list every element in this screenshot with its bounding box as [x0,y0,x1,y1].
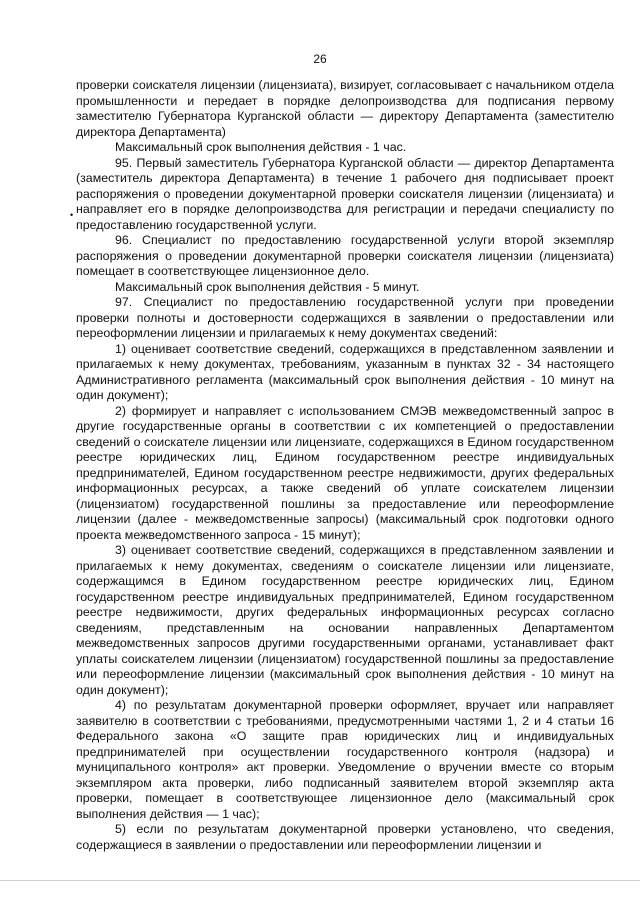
paragraph-continuation: проверки соискателя лицензии (лицензиата), визирует, согласовывает с начальником отдела промышленности и передает в порядке делопроизводства для подписания первому заместителю Губернатора Курганской области — директору Департамента (заместителю директора Департамента) [76,78,614,139]
paragraph-97-item-4: 4) по результатам документарной проверки оформляет, вручает или направляет заявителю в соответствии с требованиями, предусмотренными частями 1, 2 и 4 статьи 16 Федерального закона «О защите прав юридических лиц и индивидуальных предпринимателей при осуществлении государственного контроля (надзора) и муниципального контроля» акт проверки. Уведомление о вручении вместе со вторым экземпляром акта проверки, либо подписанный заявителем второй экземпляр акта проверки, помещает в соответствующее лицензионное дело (максимальный срок выполнения действия — 1 час); [76,698,614,821]
paragraph-97-item-1: 1) оценивает соответствие сведений, содержащихся в представленном заявлении и прилагаемых к нему документах, требованиям, указанным в пунктах 32 - 34 настоящего Административного регламента (максимальный срок выполнения действия - 10 минут на один документ); [76,341,614,402]
paragraph-deadline-5min: Максимальный срок выполнения действия - 5 минут. [115,279,420,294]
paragraph-deadline-1h: Максимальный срок выполнения действия - 1 час. [115,140,407,154]
paragraph-95: 95. Первый заместитель Губернатора Курганской области — директор Департамента (заместитель директора Департамента) в течение 1 рабочего дня подписывает проект распоряжения о проведении документарной проверки соискателя лицензии (лицензиата) и направляет его в порядке делопроизводства для регистрации и передачи специалисту по предоставлению государственной услуги. [76,155,614,232]
paragraph-97: 97. Специалист по предоставлению государственной услуги при проведении проверки полноты и достоверности содержащихся в заявлении о предоставлении или переоформлении лицензии и прилагаемых к нему документах сведений: [76,295,614,340]
paragraph-97-item-5: 5) если по результатам документарной проверки установлено, что сведения, содержащиеся в заявлении о предоставлении или переоформлении лицензии и [76,822,614,852]
paragraph-96: 96. Специалист по предоставлению государственной услуги второй экземпляр распоряжения о проведении документарной проверки соискателя лицензии (лицензиата) помещает в соответствующее лицензионное дело. [76,233,614,278]
document-body [76,78,614,853]
paragraph-97-item-3: 3) оценивает соответствие сведений, содержащихся в представленном заявлении и прилагаемых к нему документах, сведениям о соискателе лицензии или лицензиате, содержащимся в Едином государственном реестре юридических лиц, Едином государственном реестре индивидуальных предпринимателей, Едином государственном реестре недвижимости, других федеральных информационных ресурсах согласно сведениям, представленным на основании направленных Департаментом межведомственных запросов другими государственными органами, устанавливает факт уплаты соискателем лицензии (лицензиатом) государственной пошлины за предоставление или переоформление лицензии (максимальный срок выполнения действия - 10 минут на один документ); [76,543,614,697]
page-number: 26 [313,52,327,66]
paragraph-97-item-2: 2) формирует и направляет с использованием СМЭВ межведомственный запрос в другие государственные органы в соответствии с их компетенцией о предоставлении сведений о соискателе лицензии или лицензиате, содержащихся в Едином государственном реестре юридических лиц, Едином государственном реестре индивидуальных предпринимателей, Едином государственном реестре недвижимости, других федеральных информационных ресурсах, а также сведений об уплате соискателем лицензии (лицензиатом) государственной пошлины за предоставление или переоформление лицензии (далее - межведомственные запросы) (максимальный срок подготовки одного проекта межведомственного запроса - 15 минут); [76,403,614,542]
binding-hole-mark: • [70,210,74,220]
scan-bottom-edge [0,880,640,881]
